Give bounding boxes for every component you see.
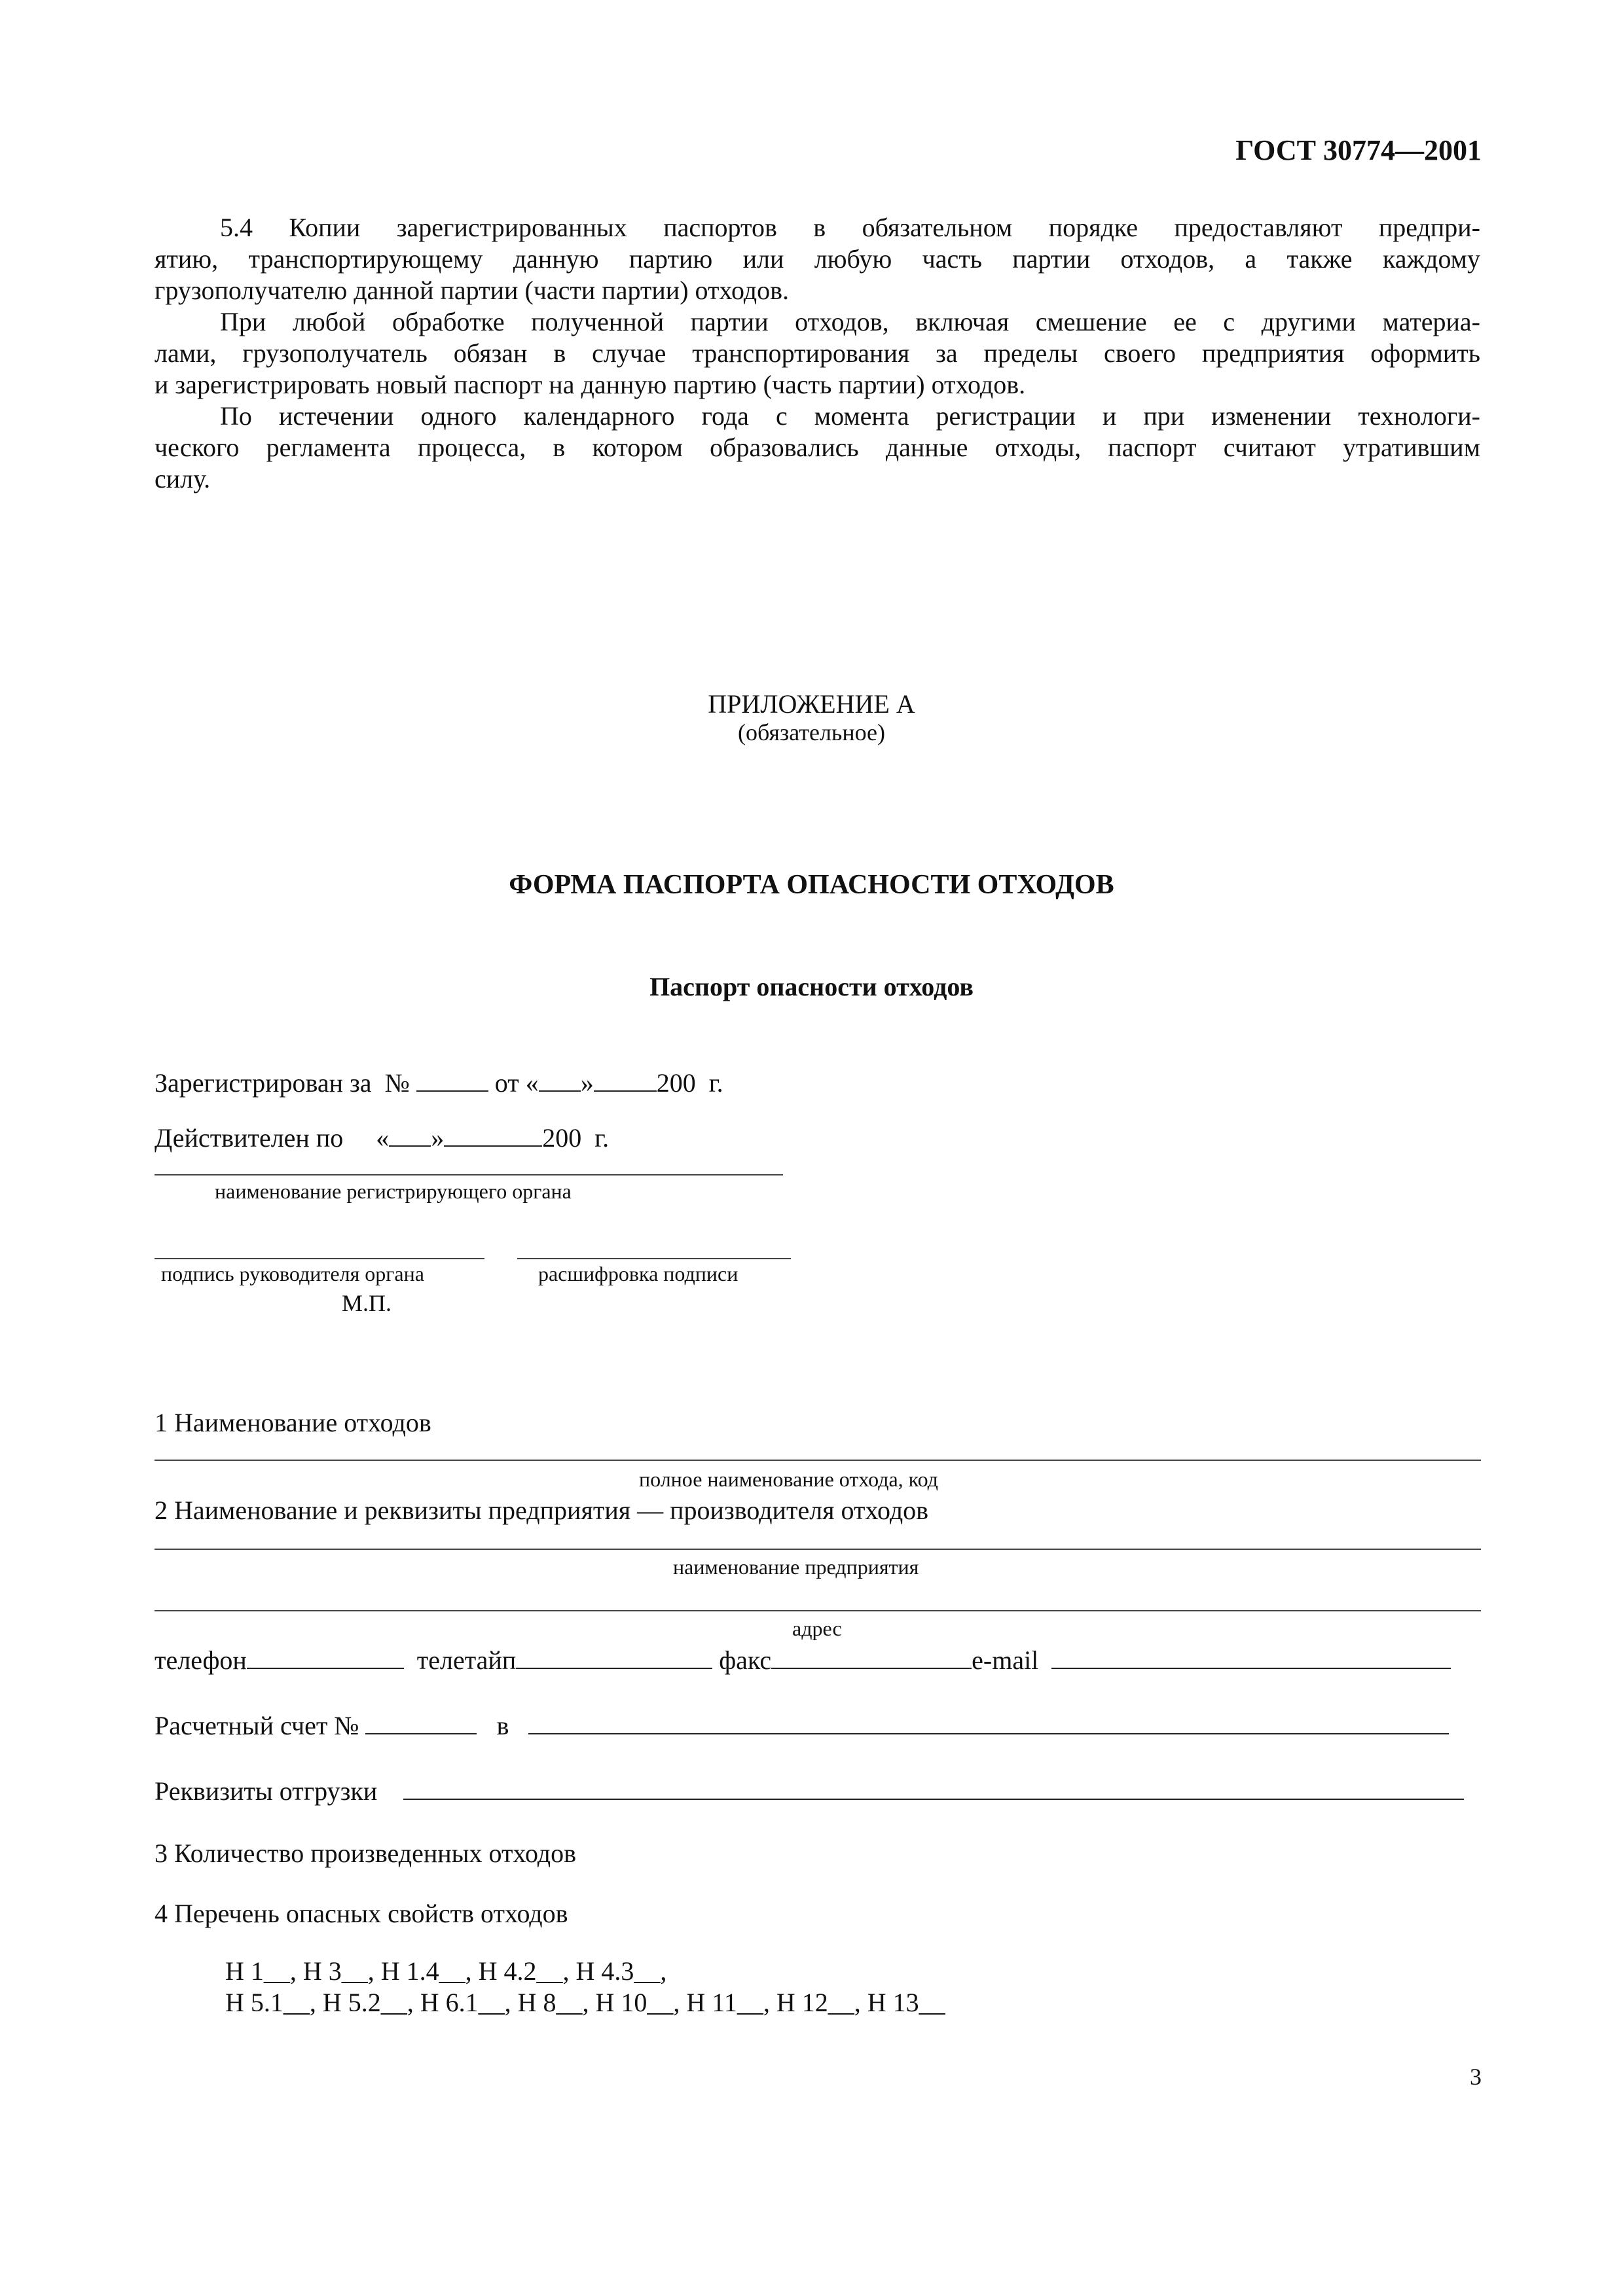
bank-name-field[interactable] [528, 1710, 1449, 1734]
appendix-subtitle: (обязательное) [738, 719, 885, 745]
signature-decode-field[interactable] [517, 1258, 791, 1259]
paragraph-5-4-line-2: ятию, транспортирующему данную партию или любую часть партии отходов, а также каждому [155, 244, 1480, 274]
paragraph-processing-line-2: лами, грузополучатель обязан в случае транспортирования за пределы своего предприятия оформить [155, 338, 1480, 368]
item4-label: 4 Перечень опасных свойств отходов [155, 1899, 568, 1928]
quote-close: » [580, 1068, 594, 1098]
email-label: e-mail [972, 1645, 1039, 1675]
item1-label: 1 Наименование отходов [155, 1408, 431, 1437]
fax-label: факс [719, 1645, 772, 1675]
waste-name-caption: полное наименование отхода, код [639, 1467, 938, 1491]
year-prefix: 200 [656, 1068, 696, 1098]
registration-line [155, 1067, 723, 1098]
registering-body-caption: наименование регистрирующего органа [215, 1179, 572, 1203]
valid-label: Действителен по [155, 1123, 344, 1153]
account-number-field[interactable] [365, 1710, 477, 1734]
valid-day-field[interactable] [389, 1122, 431, 1147]
valid-quote-close: » [431, 1123, 445, 1153]
valid-until-line [155, 1122, 609, 1153]
paragraph-processing-line-3: и зарегистрировать новый паспорт на данную партию (часть партии) отходов. [155, 370, 1026, 399]
company-name-field[interactable] [155, 1549, 1481, 1550]
valid-quote-open: « [376, 1123, 390, 1153]
from-label: от « [494, 1068, 539, 1098]
item3-label: 3 Количество произведенных отходов [155, 1839, 577, 1868]
registering-body-field[interactable] [155, 1174, 783, 1175]
valid-year-prefix: 200 [542, 1123, 582, 1153]
account-label: Расчетный счет № [155, 1711, 359, 1740]
email-field[interactable] [1051, 1644, 1451, 1669]
page-number: 3 [1470, 2064, 1482, 2090]
phone-field[interactable] [247, 1644, 404, 1669]
head-signature-caption: подпись руководителя органа [161, 1262, 424, 1285]
signature-decode-caption: расшифровка подписи [538, 1262, 739, 1285]
item2-label: 2 Наименование и реквизиты предприятия — производителя отходов [155, 1496, 929, 1525]
bank-label: в [496, 1711, 509, 1740]
paragraph-expiry-line-3: силу. [155, 464, 211, 493]
registered-label: Зарегистрирован за [155, 1068, 372, 1098]
paragraph-expiry-line-2: ческого регламента процесса, в котором образовались данные отходы, паспорт считают утратившим [155, 433, 1480, 462]
valid-month-field[interactable] [444, 1122, 542, 1147]
registration-number-field[interactable] [416, 1067, 488, 1092]
address-field[interactable] [155, 1610, 1481, 1611]
stamp-label: М.П. [342, 1290, 392, 1316]
paragraph-expiry-line-1: По истечении одного календарного года с момента регистрации и при изменении технологи- [220, 401, 1480, 431]
paragraph-5-4-line-3: грузополучателю данной партии (части партии) отходов. [155, 276, 790, 305]
fax-field[interactable] [771, 1644, 972, 1669]
number-sign: № [384, 1068, 410, 1098]
company-name-caption: наименование предприятия [673, 1555, 919, 1579]
hazard-properties-line-1: Н 1__, Н 3__, Н 1.4__, Н 4.2__, Н 4.3__, [225, 1956, 667, 1986]
shipping-details-field[interactable] [403, 1775, 1464, 1800]
shipping-label: Реквизиты отгрузки [155, 1776, 378, 1806]
registration-day-field[interactable] [539, 1067, 581, 1092]
phone-label: телефон [155, 1645, 247, 1675]
head-signature-field[interactable] [155, 1258, 484, 1259]
registration-month-field[interactable] [594, 1067, 657, 1092]
waste-name-field[interactable] [155, 1460, 1481, 1461]
shipping-line [155, 1775, 1464, 1806]
teletype-label: телетайп [416, 1645, 517, 1675]
contacts-line [155, 1644, 1451, 1676]
passport-title: Паспорт опасности отходов [649, 972, 974, 1001]
valid-year-suffix: г. [594, 1123, 610, 1153]
account-line [155, 1710, 1449, 1741]
address-caption: адрес [792, 1617, 842, 1640]
teletype-field[interactable] [516, 1644, 712, 1669]
paragraph-processing-line-1: При любой обработке полученной партии отходов, включая смешение ее с другими материа- [220, 307, 1480, 336]
paragraph-5-4-line-1: 5.4 Копии зарегистрированных паспортов в обязательном порядке предоставляют предпри- [220, 213, 1480, 242]
form-title: ФОРМА ПАСПОРТА ОПАСНОСТИ ОТХОДОВ [509, 870, 1114, 900]
hazard-properties-line-2: Н 5.1__, Н 5.2__, Н 6.1__, Н 8__, Н 10__, Н 11__, Н 12__, Н 13__ [225, 1988, 945, 2017]
document-number: ГОСТ 30774—2001 [1235, 134, 1482, 166]
year-suffix: г. [708, 1068, 723, 1098]
appendix-title: ПРИЛОЖЕНИЕ А [708, 689, 915, 719]
